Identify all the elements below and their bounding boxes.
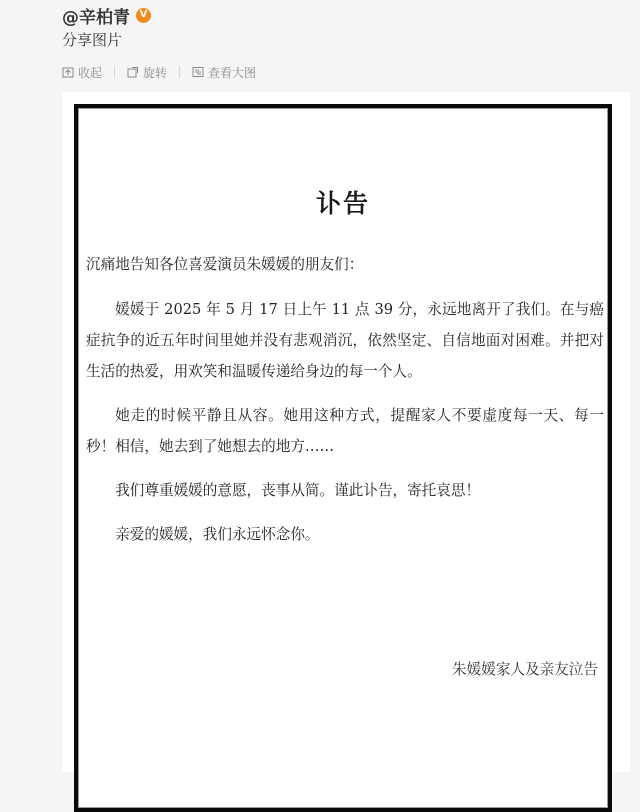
toolbar-divider xyxy=(179,66,180,78)
document-title: 讣告 xyxy=(315,189,370,218)
rotate-label: 旋转 xyxy=(143,65,168,80)
collapse-label: 收起 xyxy=(78,65,103,80)
view-large-button[interactable] xyxy=(192,64,256,81)
rotate-button[interactable] xyxy=(127,64,167,81)
document-greeting: 沉痛地告知各位喜爱演员朱媛媛的朋友们： xyxy=(86,256,364,273)
document-paragraph: 亲爱的媛媛，我们永远怀念你。 xyxy=(115,526,320,543)
document-paragraph: 她走的时候平静且从容。她用这种方式，提醒家人不要虚度每一天、每一秒！相信，她去到了她想去的地方…… xyxy=(86,407,604,455)
username-link[interactable]: @辛柏青 xyxy=(62,7,130,28)
document-body xyxy=(86,249,604,563)
toolbar-divider xyxy=(114,66,115,78)
verified-badge-icon: V xyxy=(136,8,151,23)
post-subtitle: 分享图片 xyxy=(62,31,123,49)
collapse-icon xyxy=(62,66,74,78)
document-paragraph: 我们尊重媛媛的意愿，丧事从简。谨此讣告，寄托哀思！ xyxy=(115,482,481,499)
collapse-button[interactable] xyxy=(62,64,102,81)
view-large-label: 查看大图 xyxy=(208,65,257,80)
document-signature: 朱媛媛家人及亲友泣告 xyxy=(452,661,598,678)
rotate-icon xyxy=(127,66,139,78)
document-paragraph: 媛媛于 2025 年 5 月 17 日上午 11 点 39 分，永远地离开了我们。在与癌症抗争的近五年时间里她并没有悲观消沉，依然坚定、自信地面对困难。并把对生活的热爱，用欢笑和温暖传递给身边的每一个人。 xyxy=(86,301,604,380)
view-large-icon xyxy=(192,66,204,78)
obituary-document xyxy=(74,104,612,812)
image-toolbar xyxy=(62,63,256,81)
post-header xyxy=(62,2,151,28)
shared-image[interactable] xyxy=(62,92,630,772)
